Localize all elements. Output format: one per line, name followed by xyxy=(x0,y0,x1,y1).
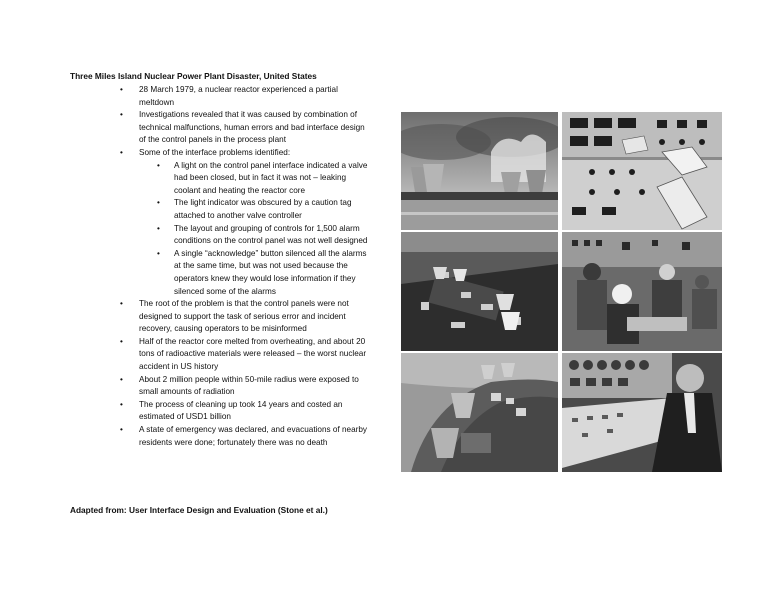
operator-at-console-photo xyxy=(562,353,722,472)
bullet-marker: • xyxy=(120,399,123,409)
bullet-marker: • xyxy=(120,147,123,157)
bullet-text: The root of the problem is that the control panels were not designed to support the task of serious error and incident recovery, causing operators to be misinformed xyxy=(139,299,349,334)
bullet-marker: • xyxy=(120,374,123,384)
source-citation: Adapted from: User Interface Design and Evaluation (Stone et al.) xyxy=(70,505,328,515)
bullet-text: The process of cleaning up took 14 years and costed an estimated of USD1 billion xyxy=(139,399,343,422)
sub-bullet-item xyxy=(139,197,370,222)
sub-bullet-list xyxy=(139,160,370,299)
sub-bullet-text: A light on the control panel interface indicated a valve had been closed, but in fact it was not – leaking coolant and heating the reactor core xyxy=(174,160,368,195)
sub-bullet-text: The light indicator was obscured by a caution tag attached to another valve controller xyxy=(174,198,352,220)
sub-bullet-marker: • xyxy=(157,223,160,233)
bullet-text: Investigations revealed that it was caused by combination of technical malfunctions, human errors and bad interface design of the control panels in the process plant xyxy=(139,110,365,145)
control-panel-caution-tags-photo xyxy=(562,112,722,230)
bullet-marker: • xyxy=(120,425,123,435)
bullet-marker: • xyxy=(120,299,123,309)
bullet-marker: • xyxy=(120,336,123,346)
bullet-text: A state of emergency was declared, and evacuations of nearby residents were done; fortunately there was no death xyxy=(139,425,368,447)
sub-bullet-marker: • xyxy=(157,198,160,208)
control-room-operators-photo xyxy=(562,232,722,351)
bullet-item xyxy=(108,84,370,109)
bullet-text: 28 March 1979, a nuclear reactor experienced a partial meltdown xyxy=(139,85,338,107)
sub-bullet-marker: • xyxy=(157,160,160,170)
bullet-text: Some of the interface problems identified: xyxy=(139,147,291,157)
bullet-item xyxy=(108,298,370,336)
plant-aerial-photo xyxy=(401,232,558,351)
sub-bullet-item xyxy=(139,223,370,248)
bullet-list xyxy=(108,84,370,449)
bullet-marker: • xyxy=(120,110,123,120)
document-title: Three Miles Island Nuclear Power Plant Disaster, United States xyxy=(70,71,317,81)
bullet-text: About 2 million people within 50-mile radius were exposed to small amounts of radiation xyxy=(139,374,359,397)
bullet-item xyxy=(108,399,370,424)
island-aerial-photo xyxy=(401,353,558,472)
photo-collage xyxy=(401,112,722,472)
bullet-marker: • xyxy=(120,85,123,94)
sub-bullet-item xyxy=(139,160,370,198)
bullet-item xyxy=(108,109,370,147)
bullet-item xyxy=(108,424,370,449)
bullet-text: Half of the reactor core melted from overheating, and about 20 tons of radioactive materials were released – the worst nuclear accident in US history xyxy=(139,336,367,372)
bullet-item xyxy=(108,374,370,399)
sub-bullet-marker: • xyxy=(157,248,160,258)
sub-bullet-text: The layout and grouping of controls for 1,500 alarm conditions on the control panel was not well designed xyxy=(174,223,368,246)
bullet-list-container xyxy=(108,84,370,449)
sub-bullet-item xyxy=(139,248,370,298)
bullet-item xyxy=(108,147,370,298)
cooling-towers-photo xyxy=(401,112,558,230)
sub-bullet-text: A single “acknowledge” button silenced all the alarms at the same time, but was not used because the operators knew they would lose information if they silenced some of the alarms xyxy=(174,248,367,296)
bullet-item xyxy=(108,336,370,374)
